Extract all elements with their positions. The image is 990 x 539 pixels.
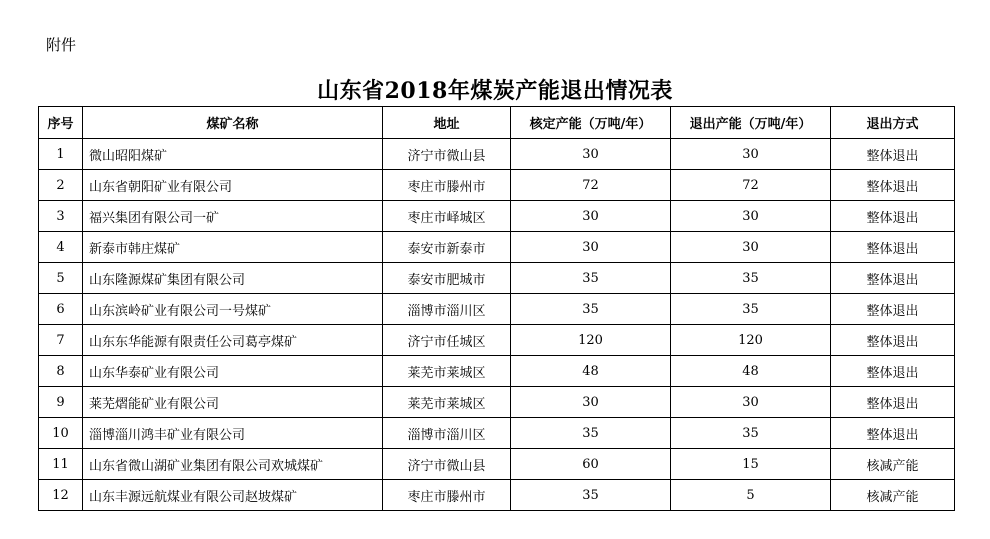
cell-rated-capacity: 35 [511,418,671,449]
cell-mine-name: 山东华泰矿业有限公司 [83,356,383,387]
cell-mine-name: 微山昭阳煤矿 [83,139,383,170]
cell-index: 1 [39,139,83,170]
cell-exit-method: 整体退出 [831,325,955,356]
cell-mine-name: 莱芜熠能矿业有限公司 [83,387,383,418]
cell-exit-capacity: 72 [671,170,831,201]
cell-exit-method: 整体退出 [831,418,955,449]
cell-rated-capacity: 60 [511,449,671,480]
cell-exit-capacity: 30 [671,232,831,263]
cell-rated-capacity: 120 [511,325,671,356]
table-body [39,139,955,511]
cell-exit-capacity: 30 [671,201,831,232]
table-row [39,201,955,232]
cell-exit-method: 整体退出 [831,356,955,387]
cell-index: 12 [39,480,83,511]
cell-address: 济宁市微山县 [383,139,511,170]
cell-address: 淄博市淄川区 [383,294,511,325]
cell-exit-method: 整体退出 [831,170,955,201]
cell-rated-capacity: 35 [511,263,671,294]
cell-rated-capacity: 30 [511,139,671,170]
cell-index: 10 [39,418,83,449]
cell-exit-capacity: 5 [671,480,831,511]
cell-exit-capacity: 35 [671,294,831,325]
cell-rated-capacity: 35 [511,480,671,511]
cell-index: 7 [39,325,83,356]
cell-rated-capacity: 48 [511,356,671,387]
cell-index: 11 [39,449,83,480]
cell-index: 5 [39,263,83,294]
cell-address: 济宁市微山县 [383,449,511,480]
coal-capacity-table [38,106,955,511]
cell-mine-name: 山东省微山湖矿业集团有限公司欢城煤矿 [83,449,383,480]
table-row [39,418,955,449]
table-row [39,139,955,170]
cell-mine-name: 山东滨岭矿业有限公司一号煤矿 [83,294,383,325]
table-row [39,387,955,418]
table-row [39,263,955,294]
cell-exit-method: 核减产能 [831,480,955,511]
header-mine-name: 煤矿名称 [83,107,383,139]
table-row [39,449,955,480]
cell-exit-capacity: 15 [671,449,831,480]
cell-address: 泰安市新泰市 [383,232,511,263]
cell-exit-method: 整体退出 [831,201,955,232]
cell-mine-name: 淄博淄川鸿丰矿业有限公司 [83,418,383,449]
header-index: 序号 [39,107,83,139]
cell-exit-capacity: 30 [671,387,831,418]
cell-index: 8 [39,356,83,387]
cell-index: 3 [39,201,83,232]
cell-exit-capacity: 48 [671,356,831,387]
cell-mine-name: 山东东华能源有限责任公司葛亭煤矿 [83,325,383,356]
cell-address: 莱芜市莱城区 [383,387,511,418]
cell-address: 枣庄市滕州市 [383,170,511,201]
cell-exit-capacity: 30 [671,139,831,170]
cell-exit-method: 整体退出 [831,232,955,263]
cell-address: 淄博市淄川区 [383,418,511,449]
table-row [39,480,955,511]
cell-index: 6 [39,294,83,325]
header-exit-method: 退出方式 [831,107,955,139]
table-row [39,294,955,325]
cell-mine-name: 山东省朝阳矿业有限公司 [83,170,383,201]
cell-mine-name: 福兴集团有限公司一矿 [83,201,383,232]
cell-exit-method: 整体退出 [831,139,955,170]
cell-index: 2 [39,170,83,201]
cell-rated-capacity: 30 [511,201,671,232]
cell-address: 枣庄市滕州市 [383,480,511,511]
cell-exit-capacity: 35 [671,263,831,294]
header-rated-capacity: 核定产能（万吨/年） [511,107,671,139]
cell-exit-capacity: 120 [671,325,831,356]
cell-rated-capacity: 72 [511,170,671,201]
cell-exit-method: 整体退出 [831,387,955,418]
cell-index: 4 [39,232,83,263]
cell-address: 泰安市肥城市 [383,263,511,294]
table-header-row [39,107,955,139]
table-row [39,170,955,201]
cell-index: 9 [39,387,83,418]
cell-address: 枣庄市峄城区 [383,201,511,232]
table-row [39,356,955,387]
cell-mine-name: 山东丰源远航煤业有限公司赵坡煤矿 [83,480,383,511]
cell-address: 济宁市任城区 [383,325,511,356]
cell-exit-capacity: 35 [671,418,831,449]
attachment-label: 附件 [46,36,77,54]
table-row [39,325,955,356]
cell-mine-name: 山东隆源煤矿集团有限公司 [83,263,383,294]
table-row [39,232,955,263]
cell-exit-method: 整体退出 [831,263,955,294]
page-title: 山东省2018年煤炭产能退出情况表 [317,78,673,104]
header-exit-capacity: 退出产能（万吨/年） [671,107,831,139]
cell-address: 莱芜市莱城区 [383,356,511,387]
cell-rated-capacity: 30 [511,387,671,418]
cell-rated-capacity: 30 [511,232,671,263]
cell-exit-method: 整体退出 [831,294,955,325]
cell-rated-capacity: 35 [511,294,671,325]
cell-exit-method: 核减产能 [831,449,955,480]
cell-mine-name: 新泰市韩庄煤矿 [83,232,383,263]
header-address: 地址 [383,107,511,139]
